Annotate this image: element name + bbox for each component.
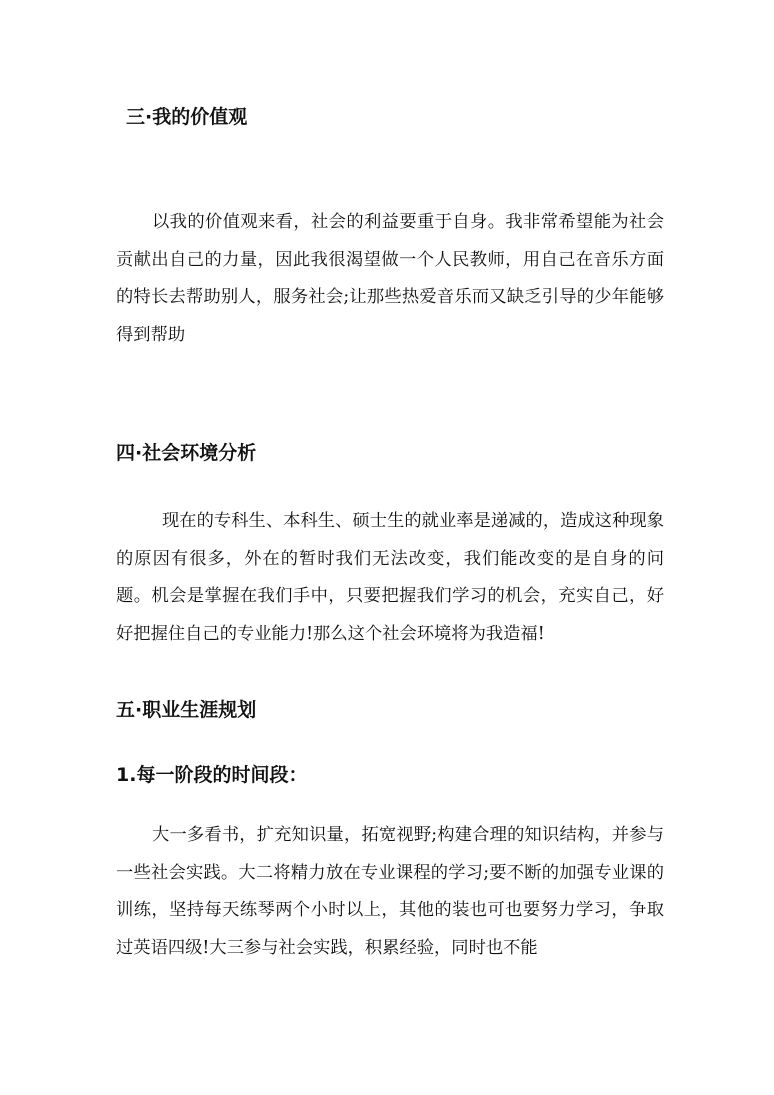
heading-social-environment: 四·社会环境分析	[116, 442, 257, 464]
paragraph-stage-timeline-text: 大一多看书，扩充知识量，拓宽视野;构建合理的知识结构，并参与一些社会实践。大二将精力放在专业课程的学习;要不断的加强专业课的训练，坚持每天练琴两个小时以上，其他的装也可也要努力学习，争取过英语四级!大三参与社会实践，积累经验，同时也不能	[116, 825, 664, 958]
paragraph-social-environment-text: 现在的专科生、本科生、硕士生的就业率是递减的，造成这种现象的原因有很多，外在的暂时我们无法改变，我们能改变的是自身的问题。机会是掌握在我们手中，只要把握我们学习的机会，充实自己，好好把握住自己的专业能力!那么这个社会环境将为我造福!	[116, 511, 664, 644]
heading-values: 三·我的价值观	[126, 106, 248, 128]
paragraph-values	[116, 204, 664, 354]
heading-career-planning: 五·职业生涯规划	[116, 699, 257, 721]
paragraph-social-environment	[116, 503, 664, 653]
paragraph-stage-timeline	[116, 817, 664, 967]
heading-stage-timeline: 1.每一阶段的时间段：	[116, 764, 308, 786]
paragraph-values-text: 以我的价值观来看，社会的利益要重于自身。我非常希望能为社会贡献出自己的力量，因此我很渴望做一个人民教师，用自己在音乐方面的特长去帮助别人，服务社会;让那些热爱音乐而又缺乏引导的少年能够得到帮助	[116, 212, 664, 345]
